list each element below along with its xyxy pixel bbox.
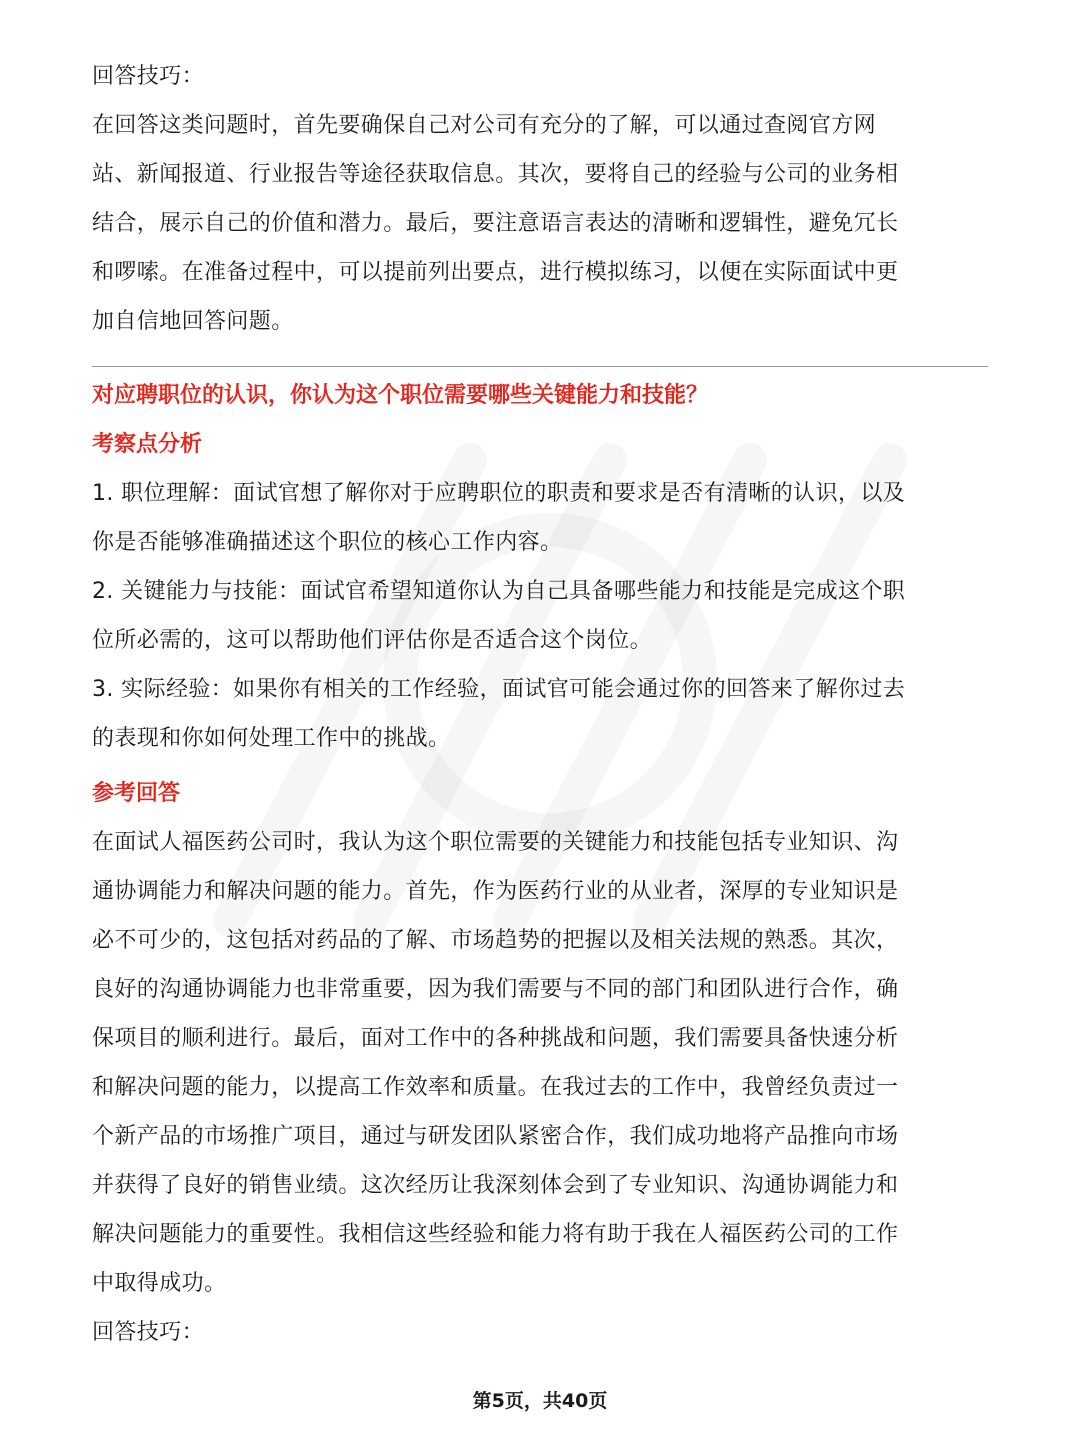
answer-line: 保项目的顺利进行。最后，面对工作中的各种挑战和问题，我们需要具备快速分析 — [92, 1026, 899, 1051]
question-title: 对应聘职位的认识，你认为这个职位需要哪些关键能力和技能？ — [92, 383, 709, 408]
answer-line: 个新产品的市场推广项目，通过与研发团队紧密合作，我们成功地将产品推向市场 — [92, 1124, 899, 1149]
answer-line: 并获得了良好的销售业绩。这次经历让我深刻体会到了专业知识、沟通协调能力和 — [92, 1173, 899, 1198]
tips-paragraph-line: 站、新闻报道、行业报告等途径获取信息。其次，要将自己的经验与公司的业务相 — [92, 162, 899, 187]
tips-label: 回答技巧： — [92, 64, 205, 89]
analysis-heading: 考察点分析 — [92, 432, 203, 457]
page-number: 第5页，共40页 — [472, 1390, 608, 1412]
answer-heading: 参考回答 — [92, 781, 181, 806]
tips-paragraph-line: 和啰嗦。在准备过程中，可以提前列出要点，进行模拟练习，以便在实际面试中更 — [92, 260, 899, 285]
tips-paragraph-line: 结合，展示自己的价值和潜力。最后，要注意语言表达的清晰和逻辑性，避免冗长 — [92, 211, 899, 236]
answer-line: 解决问题能力的重要性。我相信这些经验和能力将有助于我在人福医药公司的工作 — [92, 1222, 899, 1247]
tips-label: 回答技巧： — [92, 1320, 205, 1345]
answer-line: 和解决问题的能力，以提高工作效率和质量。在我过去的工作中，我曾经负责过一 — [92, 1075, 899, 1100]
analysis-line: 2. 关键能力与技能：面试官希望知道你认为自己具备哪些能力和技能是完成这个职 — [92, 579, 906, 604]
analysis-line: 1. 职位理解：面试官想了解你对于应聘职位的职责和要求是否有清晰的认识，以及 — [92, 481, 906, 506]
analysis-line: 你是否能够准确描述这个职位的核心工作内容。 — [92, 530, 563, 555]
answer-line: 通协调能力和解决问题的能力。首先，作为医药行业的从业者，深厚的专业知识是 — [92, 879, 899, 904]
tips-paragraph-line: 加自信地回答问题。 — [92, 309, 294, 334]
analysis-line: 位所必需的，这可以帮助他们评估你是否适合这个岗位。 — [92, 628, 653, 653]
document-page — [92, 52, 988, 1357]
answer-line: 必不可少的，这包括对药品的了解、市场趋势的把握以及相关法规的熟悉。其次， — [92, 928, 899, 953]
tips-paragraph-line: 在回答这类问题时，首先要确保自己对公司有充分的了解，可以通过查阅官方网 — [92, 113, 877, 138]
answer-line: 在面试人福医药公司时，我认为这个职位需要的关键能力和技能包括专业知识、沟 — [92, 830, 899, 855]
section-divider — [92, 366, 988, 367]
analysis-line: 的表现和你如何处理工作中的挑战。 — [92, 726, 451, 751]
answer-line: 良好的沟通协调能力也非常重要，因为我们需要与不同的部门和团队进行合作，确 — [92, 977, 899, 1002]
answer-line: 中取得成功。 — [92, 1271, 227, 1296]
analysis-line: 3. 实际经验：如果你有相关的工作经验，面试官可能会通过你的回答来了解你过去 — [92, 677, 906, 702]
